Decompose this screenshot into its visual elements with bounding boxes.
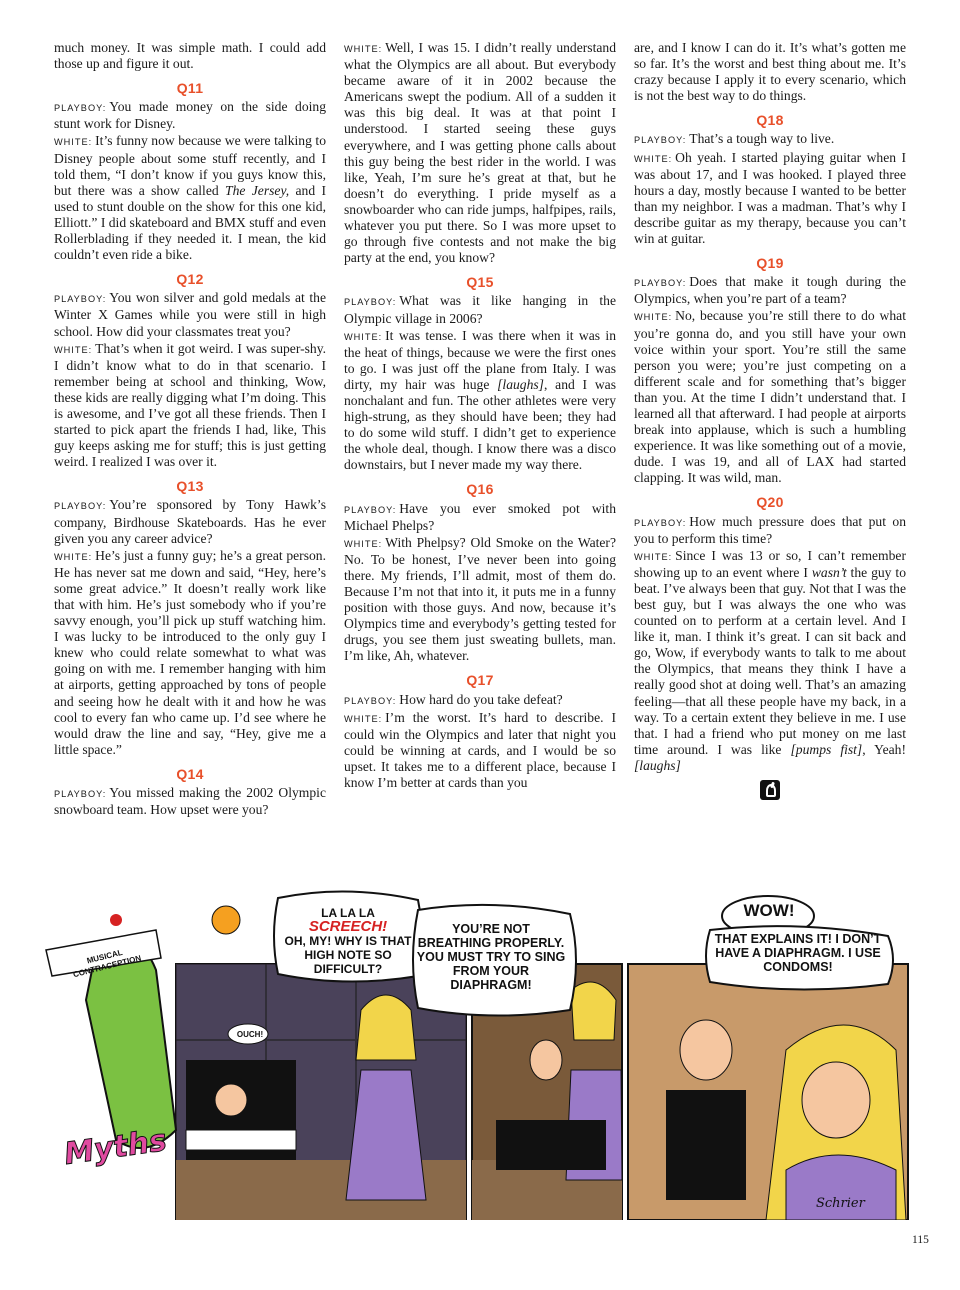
speaker-playboy: PLAYBOY: <box>634 278 687 289</box>
question: PLAYBOY: You missed making the 2002 Olympic snowboard team. How upset were you? <box>54 785 326 818</box>
speaker-playboy: PLAYBOY: <box>54 103 107 114</box>
wow-bubble: WOW! <box>743 901 795 920</box>
answer: WHITE: It’s funny now because we were talking to Disney people about some stuff recently, and I told them, “I don’t know if you guys know this, but there was a show called The Jersey, and I used to stunt double on the show for this one kid, Elliott.” I did skateboard and BMX stuff and even Rollerblading if they needed it. I mean, the kid couldn’t even ride a bike. <box>54 133 327 263</box>
ouch-bubble: OUCH! <box>236 1030 264 1039</box>
bubble-line: OH, MY! WHY IS THAT HIGH NOTE SO DIFFICULT? <box>284 934 412 976</box>
question-number: Q12 <box>176 271 204 288</box>
artist-signature: Schrier <box>816 1196 865 1211</box>
logo-word: Myths <box>62 1123 169 1172</box>
singing-text: LA LA LA <box>321 906 375 920</box>
speaker-playboy: PLAYBOY: <box>344 297 397 308</box>
speaker-white: WHITE: <box>54 344 93 355</box>
speaker-playboy: PLAYBOY: <box>54 789 107 800</box>
speaker-white: WHITE: <box>344 44 383 54</box>
answer: WHITE: That’s when it got weird. I was super-shy. I didn’t know what to do in that scenario. I remember being at school and thinking, Wow, these kids are really digging what I’m doing. This is awesome, and I’ve got all these friends. Then I started to pick apart the friends I had, like, This guy keeps asking me for stuff; this is just getting weird. I realized I was over it. <box>54 340 326 470</box>
question: PLAYBOY: You’re sponsored by Tony Hawk’s company, Birdhouse Skateboards. Has he ever given you any career advice? <box>54 497 326 546</box>
rabbit-head-icon <box>760 780 780 800</box>
answer: WHITE: With Phelpsy? Old Smoke on the Water? No. To be honest, I’ve never been into going there. My friends, I’ll admit, most of them do. Because I’m not that into it, it puts me in a funny position with those guys. And now, because it’s Olympics time and everybody’s getting tested for drugs, you see them just sweating bullets, man. I’m like, Ah, whatever. <box>344 534 616 664</box>
screech-text: SCREECH! <box>308 918 388 935</box>
speech-bubble-2: YOU’RE NOT BREATHING PROPERLY. YOU MUST TRY TO SING FROM YOUR DIAPHRAGM! <box>416 922 566 992</box>
question: PLAYBOY: You made money on the side doing stunt work for Disney. <box>54 99 326 132</box>
speech-bubble-1 <box>278 906 418 976</box>
speaker-playboy: PLAYBOY: <box>344 504 397 515</box>
speaker-white: WHITE: <box>634 551 673 562</box>
question-number: Q11 <box>176 80 204 97</box>
answer: WHITE: Since I was 13 or so, I can’t remember showing up to an event where I wasn’t the guy to beat. I’ve always been that guy. Not that I was the best guy, but I was always the one who was counted on to perform at a certain level. And I like it, man. I think it’s great. I can sit back and go, Wow, if everybody wants to talk to me about the Olympics, that means they think I have a really good shot at doing well. That’s an amazing feeling—that all these people have my back, in a way. To a certain extent they believe in me. I use that. I had a friend who put money on me last time around. I was like [pumps fist], Yeah! [laughs] <box>634 547 907 773</box>
question: PLAYBOY: You won silver and gold medals at the Winter X Games while you were still in high school. How did your classmates treat you? <box>54 290 326 339</box>
column-1 <box>54 40 326 819</box>
speaker-playboy: PLAYBOY: <box>54 294 107 305</box>
speech-bubble-4: THAT EXPLAINS IT! I DON’T HAVE A DIAPHRAGM. I USE CONDOMS! <box>714 932 882 974</box>
question-number: Q17 <box>466 672 494 689</box>
speaker-white: WHITE: <box>344 331 383 342</box>
question: PLAYBOY: That’s a tough way to live. <box>634 131 835 147</box>
answer: WHITE: Oh yeah. I started playing guitar when I was about 17, and I was hooked. I played three hours a day, mostly because I wanted to be better than my neighbor. I was a madman. That’s why I describe guitar as my therapy, because you can’t win at guitar. <box>634 149 906 247</box>
column-2 <box>344 40 616 792</box>
question-number: Q18 <box>756 112 784 129</box>
question-number: Q13 <box>176 478 204 495</box>
article-body <box>54 40 906 870</box>
page-number: 115 <box>912 1234 929 1246</box>
speaker-playboy: PLAYBOY: <box>344 695 397 706</box>
speaker-white: WHITE: <box>634 153 673 164</box>
answer: WHITE: It was tense. I was there when it was in the heat of things, because we were the first ones to go. I was just off the plane from Italy. I was dirty, my hair was huge [laughs], and I was nonchalant and fun. The other athletes were very high-strung, as they should have been; they had to do some wild stuff. I didn’t get to experience the whole deal, though. I know there was a disco downstairs, but I never made my way there. <box>344 327 616 473</box>
cartoon-strip <box>26 880 910 1220</box>
question-number: Q15 <box>466 274 494 291</box>
question-number: Q16 <box>466 481 494 498</box>
answer: WHITE: He’s just a funny guy; he’s a great person. He has never sat me down and said, “Hey, here’s some great advice.” It doesn’t really work like that with him. He’s just somebody who if you’re savvy enough, you’ll pick up stuff watching him. I was lucky to be introduced to the only guy I knew who could relate somewhat to what was going on with me. I remember hanging with him at airports, getting approached by tons of people and seeing how he dealt with it and how he was cool to every fan who came up. I’d see where he would draw the line and say, “Hey, give me a little space.” <box>54 547 326 757</box>
question: PLAYBOY: Does that make it tough during the Olympics, when you’re part of a team? <box>634 274 906 307</box>
speaker-playboy: PLAYBOY: <box>634 517 687 528</box>
speaker-white: WHITE: <box>54 551 93 562</box>
paragraph: are, and I know I can do it. It’s what’s gotten me so far. It’s the worst and best thing about me. It’s crazy because I apply it to every scenario, which is not the best way to do things. <box>634 40 906 104</box>
column-3 <box>634 40 906 800</box>
question: PLAYBOY: How hard do you take defeat? <box>344 691 563 707</box>
speaker-playboy: PLAYBOY: <box>54 501 107 512</box>
speaker-white: WHITE: <box>54 137 93 148</box>
question: PLAYBOY: Have you ever smoked pot with Michael Phelps? <box>344 500 616 533</box>
answer: WHITE: Well, I was 15. I didn’t really understand what the Olympics are all about. But everybody became aware of it in 2002 because the Americans swept the podium. All of a sudden it was this big deal. It was at that point I understood. I started seeing these guys everywhere, and I was getting phone calls about this guy being the best rider in the world. I was like, Yeah, I’m sure he’s great at that, but he doesn’t do everything. I pride myself as a snowboarder who can ride jumps, halfpipes, rails, whatever you put there. So I was more upset to go through five contests and not make the big party at the end, you know? <box>344 40 616 266</box>
side-label: MUSICAL CONTRACEPTION <box>72 947 143 980</box>
answer: WHITE: No, because you’re still there to do what you’re gonna do, and you still have your own voice within your sport. You’re still the same person you were; you’re just competing on a different scale and for something that’s bigger than you. At the time I didn’t understand that. I learned all that afterward. I had people at airports break into applause, which is such a humbling experience. It was like something out of a movie, dude. I was 19, and all of LAX had started clapping. It was wild, man. <box>634 308 906 486</box>
speaker-white: WHITE: <box>344 713 383 724</box>
question: PLAYBOY: How much pressure does that put on you to perform this time? <box>634 513 906 546</box>
question-number: Q20 <box>756 494 784 511</box>
speaker-playboy: PLAYBOY: <box>634 135 687 146</box>
question: PLAYBOY: What was it like hanging in the Olympic village in 2006? <box>344 293 616 326</box>
paragraph: much money. It was simple math. I could add those up and figure it out. <box>54 40 326 72</box>
speaker-white: WHITE: <box>344 538 383 549</box>
answer: WHITE: I’m the worst. It’s hard to describe. I could win the Olympics and later that night you could be winning at cards, and I would be so upset. It takes me to a different place, because I know I’m better at cards than you <box>344 709 616 791</box>
question-number: Q19 <box>756 255 784 272</box>
speaker-white: WHITE: <box>634 312 673 323</box>
question-number: Q14 <box>176 765 204 782</box>
